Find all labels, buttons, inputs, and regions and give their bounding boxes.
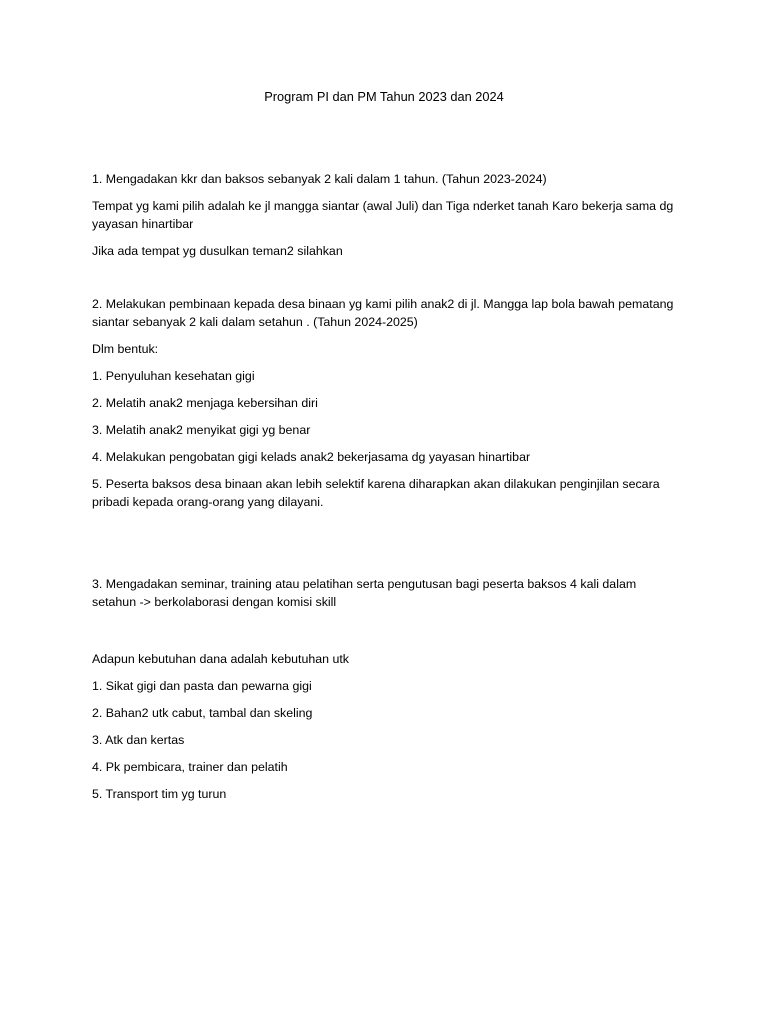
section-2-item: 3. Melatih anak2 menyikat gigi yg benar <box>92 423 311 437</box>
section-2-item: 4. Melakukan pengobatan gigi kelads anak2 bekerjasama dg yayasan hinartibar <box>92 450 531 464</box>
section-2-heading: 2. Melakukan pembinaan kepada desa binaan yg kami pilih anak2 di jl. Mangga lap bola bawah pematang siantar sebanyak 2 kali dalam setahun . (Tahun 2024-2025) <box>92 297 674 329</box>
section-2-intro: Dlm bentuk: <box>92 342 159 356</box>
needs-intro: Adapun kebutuhan dana adalah kebutuhan utk <box>92 652 349 666</box>
needs-item: 4. Pk pembicara, trainer dan pelatih <box>92 760 288 774</box>
section-3-heading: 3. Mengadakan seminar, training atau pelatihan serta pengutusan bagi peserta baksos 4 kali dalam setahun -> berkolaborasi dengan komisi skill <box>92 577 637 609</box>
section-1-suggestion: Jika ada tempat yg dusulkan teman2 silahkan <box>92 244 343 258</box>
section-1-location: Tempat yg kami pilih adalah ke jl mangga siantar (awal Juli) dan Tiga nderket tanah Karo bekerja sama dg yayasan hinartibar <box>92 199 674 231</box>
document-title: Program PI dan PM Tahun 2023 dan 2024 <box>264 89 504 104</box>
needs-item: 3. Atk dan kertas <box>92 733 185 747</box>
section-1-heading: 1. Mengadakan kkr dan baksos sebanyak 2 kali dalam 1 tahun. (Tahun 2023-2024) <box>92 172 547 186</box>
section-2-item: 1. Penyuluhan kesehatan gigi <box>92 369 255 383</box>
document-body <box>92 170 682 812</box>
section-2-item: 2. Melatih anak2 menjaga kebersihan diri <box>92 396 318 410</box>
section-2-item: 5. Peserta baksos desa binaan akan lebih selektif karena diharapkan akan dilakukan penginjilan secara pribadi kepada orang-orang yang dilayani. <box>92 477 660 509</box>
needs-item: 5. Transport tim yg turun <box>92 787 227 801</box>
needs-item: 1. Sikat gigi dan pasta dan pewarna gigi <box>92 679 312 693</box>
needs-item: 2. Bahan2 utk cabut, tambal dan skeling <box>92 706 313 720</box>
